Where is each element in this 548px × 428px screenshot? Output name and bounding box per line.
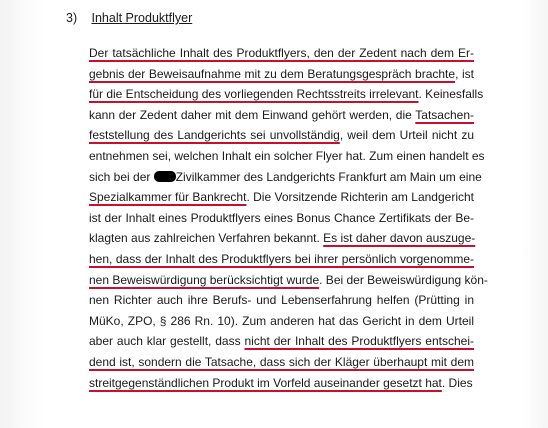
text-line bbox=[89, 167, 482, 188]
text-segment: Zivilkammer des Landgerichts Frankfurt am Main um eine bbox=[175, 169, 482, 184]
text-line bbox=[89, 43, 474, 64]
section-title: Inhalt Produktflyer bbox=[91, 11, 193, 25]
highlighted-text: hen, dass der Inhalt des Produktflyers bei ihrer persönlich vorgenomme- bbox=[89, 251, 474, 266]
text-line bbox=[89, 125, 474, 146]
text-segment: aber auch klar gestellt, dass bbox=[89, 334, 245, 349]
section-heading bbox=[66, 11, 192, 25]
highlighted-text: nicht der Inhalt des Produktflyers entschei- bbox=[244, 334, 474, 349]
text-line bbox=[89, 105, 474, 126]
highlighted-text: gebnis der Beweisaufnahme mit zu dem Beratungsgespräch brachte bbox=[89, 66, 456, 81]
text-line bbox=[89, 64, 474, 85]
text-segment: klagten aus zahlreichen Verfahren bekannt. bbox=[89, 231, 324, 246]
text-line bbox=[89, 270, 488, 291]
text-line bbox=[89, 290, 474, 311]
body-paragraph bbox=[89, 43, 488, 393]
text-segment: , weil dem Urteil nicht zu bbox=[339, 128, 474, 143]
text-line bbox=[89, 187, 474, 208]
text-segment: kann der Zedent daher mit dem Einwand gehört werden, die bbox=[89, 107, 416, 122]
text-segment: . Keinesfalls bbox=[418, 87, 484, 102]
text-segment: . Die Vorsitzende Richterin am Landgericht bbox=[246, 190, 474, 205]
text-segment: MüKo, ZPO, § 286 Rn. 10). Zum anderen hat das Gericht in dem Urteil bbox=[89, 313, 474, 328]
text-line bbox=[89, 84, 484, 105]
text-segment: . Dies bbox=[441, 375, 473, 390]
highlighted-text: Es ist daher davon auszuge- bbox=[323, 231, 476, 246]
text-line bbox=[89, 228, 474, 249]
highlighted-text: streitgegenständlichen Produkt im Vorfeld auseinander gesetzt hat bbox=[89, 375, 442, 390]
text-segment: sich bei der bbox=[89, 169, 154, 184]
text-line bbox=[89, 352, 474, 373]
text-segment: . Bei der Beweiswürdigung kön- bbox=[319, 272, 488, 287]
text-line bbox=[89, 373, 474, 394]
text-segment: , ist bbox=[455, 66, 474, 81]
highlighted-text: Der tatsächliche Inhalt des Produktflyers, den der Zedent nach dem Er- bbox=[89, 46, 474, 60]
text-line bbox=[89, 331, 474, 352]
highlighted-text: feststellung des Landgerichts sei unvollständig bbox=[89, 128, 340, 143]
text-segment: entnehmen sei, welchen Inhalt ein solcher Flyer hat. Zum einen handelt es bbox=[89, 148, 485, 163]
highlighted-text: nen Beweiswürdigung berücksichtigt wurde bbox=[89, 272, 320, 287]
highlighted-text: Spezialkammer für Bankrecht bbox=[89, 190, 247, 205]
text-segment: nen Richter auch ihre Berufs- und Lebenserfahrung helfen (Prütting in bbox=[89, 293, 474, 308]
text-line bbox=[89, 249, 474, 270]
highlighted-text: für die Entscheidung des vorliegenden Rechtsstreits irrelevant bbox=[89, 87, 419, 102]
text-line bbox=[89, 146, 485, 167]
section-number: 3) bbox=[66, 11, 78, 25]
text-segment: ist der Inhalt eines Produktflyers eines Bonus Chance Zertifikats der Be- bbox=[89, 210, 474, 225]
text-line bbox=[89, 311, 474, 332]
text-line bbox=[89, 208, 474, 229]
highlighted-text: dend ist, sondern die Tatsache, dass sich der Kläger überhaupt mit dem bbox=[89, 354, 474, 369]
redaction-mark bbox=[154, 171, 176, 182]
highlighted-text: Tatsachen- bbox=[415, 107, 474, 122]
